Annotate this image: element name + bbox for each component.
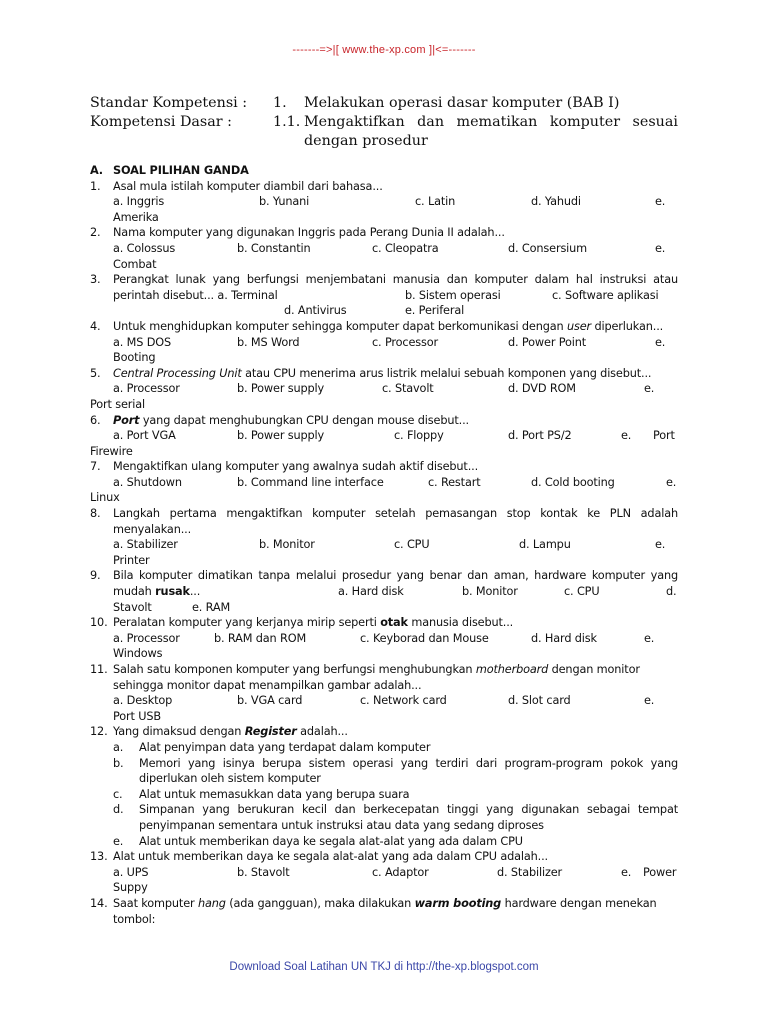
question-list: [90, 163, 678, 927]
option-a: a. Colossus: [113, 241, 176, 255]
option-b-row: [90, 756, 678, 772]
question-term: user: [566, 319, 592, 333]
option-d: d. Antivirus: [284, 304, 347, 318]
question-9: [90, 568, 678, 584]
option-c-row: [90, 787, 678, 803]
option-e-text: Port: [653, 429, 675, 443]
question-text-end: adalah...: [300, 725, 348, 739]
option-e-text: Alat untuk memberikan daya ke segala alat-alat yang ada dalam CPU: [139, 834, 523, 848]
question-text: Asal mula istilah komputer diambil dari bahasa...: [113, 179, 383, 193]
page-header-link[interactable]: -------=>|[ www.the-xp.com ]|<=-------: [292, 44, 476, 56]
option-e-text: Linux: [90, 491, 120, 505]
kompetensi-text-cont: dengan prosedur: [304, 133, 428, 149]
options-row: [90, 584, 678, 600]
option-b: b. Constantin: [237, 241, 311, 255]
option-e: e.: [655, 195, 666, 209]
option-c: c. CPU: [564, 585, 600, 599]
question-12: [90, 724, 678, 740]
option-a: a. Inggris: [113, 195, 165, 209]
question-text: Yang dimaksud dengan: [113, 725, 242, 739]
option-d: d. Lampu: [519, 538, 571, 552]
standar-label: Standar Kompetensi :: [90, 95, 248, 111]
option-e-text: Booting: [113, 351, 156, 365]
question-text: Saat komputer: [113, 896, 195, 910]
option-d-text-cont: penyimpanan sementara untuk instruksi atau data yang sedang diproses: [139, 818, 544, 832]
option-b: b. VGA card: [237, 694, 303, 708]
question-number: 2.: [90, 226, 101, 240]
question-text-cont: mudah: [113, 585, 152, 599]
question-term: Register: [244, 725, 297, 739]
option-b: b. Power supply: [237, 382, 325, 396]
option-d: d. Consersium: [508, 241, 588, 255]
option-d-text: Stavolt: [113, 600, 152, 614]
question-text-cont: tombol:: [113, 912, 156, 926]
option-e: e.: [644, 382, 655, 396]
question-text-end: dengan monitor: [551, 663, 640, 676]
option-c: c.: [113, 787, 123, 801]
kompetensi-number: 1.1.: [273, 114, 301, 130]
question-11: [90, 662, 678, 678]
option-b: b. RAM dan ROM: [214, 631, 307, 645]
question-14: [90, 896, 678, 912]
question-term-bold: warm booting: [414, 896, 502, 910]
option-b: b. MS Word: [237, 335, 300, 349]
question-term: rusak: [155, 585, 190, 599]
question-text: Peralatan komputer yang kerjanya mirip seperti: [113, 616, 377, 630]
option-b: b. Monitor: [259, 538, 315, 552]
question-4: [90, 319, 678, 335]
option-e-text-cont: Suppy: [113, 881, 148, 895]
options-row: [90, 303, 678, 319]
question-10: [90, 615, 678, 631]
options-row: [90, 537, 678, 553]
options-row: [90, 288, 678, 304]
question-text: Untuk menghidupkan komputer sehingga komputer dapat berkomunikasi dengan: [113, 319, 564, 333]
question-number: 8.: [90, 507, 101, 521]
question-7: [90, 459, 678, 475]
section-title: SOAL PILIHAN GANDA: [113, 164, 249, 177]
option-a: a. MS DOS: [113, 335, 172, 349]
question-number: 5.: [90, 366, 101, 380]
option-c: c. Stavolt: [382, 382, 434, 396]
question-text-end: manusia disebut...: [411, 616, 514, 630]
question-number: 9.: [90, 569, 101, 583]
question-term: hang: [197, 896, 226, 910]
option-a: a. Processor: [113, 382, 180, 396]
options-row: [90, 335, 678, 351]
option-c: c. Network card: [360, 694, 447, 708]
question-term: Port: [113, 413, 140, 427]
option-e: e.: [655, 241, 666, 255]
option-a: a.: [113, 740, 124, 754]
question-text-end: diperlukan...: [594, 319, 664, 333]
option-c: c. Cleopatra: [372, 241, 439, 255]
option-c: c. CPU: [394, 538, 430, 552]
option-e: e.: [644, 694, 655, 708]
option-d: d. Port PS/2: [508, 429, 572, 443]
option-d-text: Simpanan yang berukuran kecil dan berkecepatan tinggi yang digunakan sebagai tempat: [139, 803, 678, 817]
option-d: d. Power Point: [508, 335, 587, 349]
option-a-text: Alat penyimpan data yang terdapat dalam komputer: [139, 740, 431, 754]
option-e: e.: [655, 538, 666, 552]
option-e: e. RAM: [192, 600, 231, 614]
question-number: 11.: [90, 663, 108, 676]
question-text: Perangkat lunak yang berfungsi menjembatani manusia dan komputer dalam hal instruksi atau: [113, 273, 678, 287]
option-d: d. Hard disk: [531, 631, 597, 645]
option-d-row: [90, 802, 678, 818]
section-letter: A.: [90, 164, 103, 177]
option-c: c. Keyborad dan Mouse: [360, 631, 489, 645]
standar-text: Melakukan operasi dasar komputer (BAB I): [304, 95, 620, 111]
page-footer-link[interactable]: Download Soal Latihan UN TKJ di http://the-xp.blogspot.com: [229, 961, 539, 973]
option-e: e. Periferal: [405, 304, 465, 318]
option-d: d. Stabilizer: [497, 865, 563, 879]
option-e: e.: [655, 335, 666, 349]
options-row: [90, 631, 678, 647]
question-text: Mengaktifkan ulang komputer yang awalnya sudah aktif disebut...: [113, 460, 479, 474]
option-c: c. Processor: [372, 335, 439, 349]
question-number: 3.: [90, 273, 101, 287]
question-text-end: hardware dengan menekan: [504, 896, 657, 910]
question-3: [90, 272, 678, 288]
option-a: a. Hard disk: [338, 585, 404, 599]
option-c: c. Latin: [415, 195, 456, 209]
question-text-mid: (ada gangguan), maka dilakukan: [229, 896, 412, 910]
option-e: e.: [666, 475, 677, 489]
option-b-text: Memori yang isinya berupa sistem operasi yang terdiri dari program-program pokok yang: [139, 756, 678, 770]
options-row: [90, 600, 678, 616]
option-b: b. Command line interface: [237, 475, 384, 489]
option-d: d. DVD ROM: [508, 382, 576, 396]
option-e-text: Combat: [113, 257, 157, 271]
question-number: 14.: [90, 896, 108, 910]
question-number: 4.: [90, 319, 101, 333]
option-c: c. Restart: [428, 475, 481, 489]
question-number: 1.: [90, 179, 101, 193]
question-term: otak: [380, 616, 408, 630]
question-text: Langkah pertama mengaktifkan komputer setelah pemasangan stop kontak ke PLN adalah: [113, 507, 678, 521]
question-1: [90, 179, 678, 195]
question-text: Bila komputer dimatikan tanpa melalui prosedur yang benar dan aman, hardware komputer yang: [113, 569, 678, 583]
option-d: d. Slot card: [508, 694, 571, 708]
question-text: yang dapat menghubungkan CPU dengan mouse disebut...: [142, 413, 469, 427]
question-number: 12.: [90, 725, 108, 739]
question-number: 13.: [90, 850, 108, 864]
option-a: a. Stabilizer: [113, 538, 178, 552]
option-e-row: [90, 834, 678, 850]
question-text-cont: sehingga monitor dapat menampilkan gambar adalah...: [113, 678, 422, 692]
option-b: b. Power supply: [237, 429, 325, 443]
option-b: b. Yunani: [259, 195, 310, 209]
question-text-option-a: perintah disebut... a. Terminal: [113, 288, 278, 302]
question-13: [90, 849, 678, 865]
option-e-text: Windows: [113, 647, 163, 661]
section-heading: [90, 163, 678, 179]
question-5: [90, 366, 678, 382]
option-a: a. Port VGA: [113, 429, 176, 443]
option-e-text: Power: [643, 865, 677, 879]
options-row: [90, 241, 678, 257]
option-c: c. Software aplikasi: [552, 288, 659, 302]
option-e-text-cont: Firewire: [90, 444, 133, 458]
option-c-text: Alat untuk memasukkan data yang berupa suara: [139, 787, 410, 801]
question-text: Salah satu komponen komputer yang berfungsi menghubungkan: [113, 663, 473, 676]
question-text: Alat untuk memberikan daya ke segala alat-alat yang ada dalam CPU adalah...: [113, 850, 548, 864]
options-row: [90, 693, 678, 709]
option-d: d.: [113, 803, 124, 817]
question-text: Nama komputer yang digunakan Inggris pada Perang Dunia II adalah...: [113, 226, 505, 240]
option-e: e.: [621, 429, 632, 443]
options-row: [90, 475, 678, 491]
option-e: e.: [113, 834, 124, 848]
question-number: 7.: [90, 460, 101, 474]
question-term: Central Processing Unit: [113, 366, 242, 380]
kompetensi-label: Kompetensi Dasar :: [90, 114, 232, 130]
option-a: a. Desktop: [113, 694, 173, 708]
option-a: a. Processor: [113, 631, 180, 645]
option-a: a. UPS: [113, 865, 149, 879]
option-b: b. Monitor: [462, 585, 518, 599]
option-a: a. Shutdown: [113, 475, 182, 489]
option-e-text: Port serial: [90, 397, 146, 411]
kompetensi-text: Mengaktifkan dan mematikan komputer sesuai: [304, 114, 678, 130]
option-e-text: Amerika: [113, 210, 159, 224]
option-b-text-cont: diperlukan oleh sistem komputer: [139, 772, 321, 786]
question-text: atau CPU menerima arus listrik melalui sebuah komponen yang disebut...: [245, 366, 652, 380]
option-e: e.: [644, 631, 655, 645]
option-b: b. Sistem operasi: [405, 288, 501, 302]
question-term: motherboard: [475, 663, 549, 676]
options-row: [90, 428, 678, 444]
option-d: d. Yahudi: [531, 195, 581, 209]
question-2: [90, 225, 678, 241]
option-e-text: Port USB: [113, 709, 161, 723]
question-text-cont: menyalakan...: [113, 522, 192, 536]
question-6: [90, 413, 678, 429]
question-number: 6.: [90, 413, 101, 427]
option-d: d.: [666, 585, 677, 599]
question-8: [90, 506, 678, 522]
options-row: [90, 381, 678, 397]
option-a-row: [90, 740, 678, 756]
standar-number: 1.: [273, 95, 287, 111]
question-ellipsis: ...: [189, 585, 201, 599]
option-e: e.: [621, 865, 632, 879]
option-e-text: Printer: [113, 553, 150, 567]
question-number: 10.: [90, 616, 108, 630]
options-row: [90, 865, 678, 881]
option-c: c. Floppy: [394, 429, 444, 443]
option-b: b.: [113, 756, 124, 770]
option-d: d. Cold booting: [531, 475, 615, 489]
options-row: [90, 194, 678, 210]
option-c: c. Adaptor: [372, 865, 429, 879]
option-b: b. Stavolt: [237, 865, 290, 879]
